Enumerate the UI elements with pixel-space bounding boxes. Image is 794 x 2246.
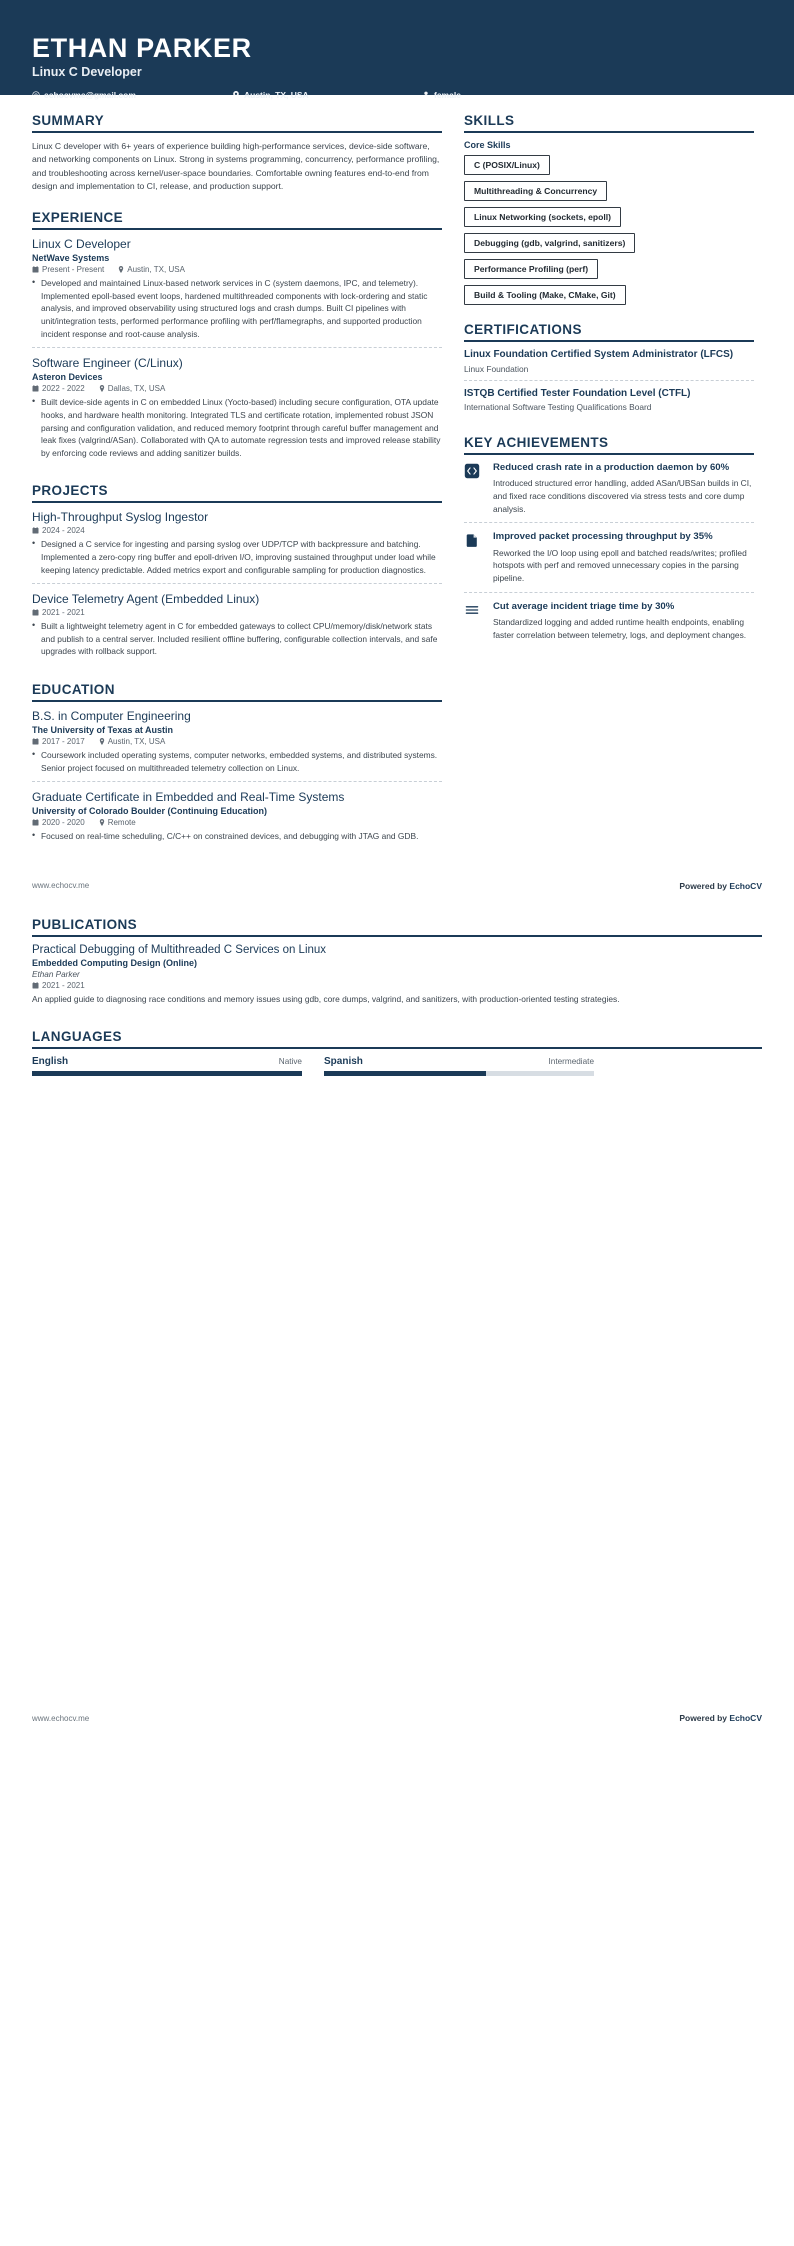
bullet-item: • Designed a C service for ingesting and parsing syslog over UDP/TCP with backpressure and batching. Implemented a zero-copy ring buffer and epoll-driven I/O, improving sustained throughput under load while keeping latency predictable. Added metrics export and configurable sampling for production diagnostics. — [32, 538, 442, 576]
achievement-body — [493, 531, 754, 584]
candidate-name: ETHAN PARKER — [32, 33, 252, 63]
experience-meta — [32, 265, 442, 274]
section-languages — [32, 1029, 762, 1076]
project-title: Device Telemetry Agent (Embedded Linux) — [32, 592, 260, 607]
entry-location — [99, 737, 166, 746]
section-heading-skills: SKILLS — [464, 113, 515, 128]
section-publications — [32, 917, 762, 1013]
calendar-icon — [32, 385, 39, 392]
experience-title: Software Engineer (C/Linux) — [32, 356, 183, 371]
project-bullets — [32, 620, 442, 658]
language-name: Spanish — [324, 1056, 363, 1068]
calendar-icon — [32, 527, 39, 534]
calendar-icon — [32, 982, 39, 989]
skill-chip: Build & Tooling (Make, CMake, Git) — [464, 285, 626, 305]
section-heading-projects: PROJECTS — [32, 483, 108, 499]
project-bullets — [32, 538, 442, 576]
date-range-text: 2020 - 2020 — [42, 818, 85, 828]
publication-meta — [32, 981, 762, 990]
section-divider — [32, 935, 762, 937]
certification-issuer: International Software Testing Qualifications Board — [464, 402, 652, 412]
bullet-item: • Focused on real-time scheduling, C/C++ on constrained devices, and debugging with JTAG and GDB. — [32, 830, 442, 843]
section-certifications — [464, 322, 754, 418]
certification-item — [464, 349, 754, 380]
project-title: High-Throughput Syslog Ingestor — [32, 510, 209, 525]
achievement-description: Reworked the I/O loop using epoll and batched reads/writes; profiled hotspots with perf and removed unnecessary copies in the parsing pipeline. — [493, 547, 747, 583]
skill-chip: Linux Networking (sockets, epoll) — [464, 207, 621, 227]
footer-powered-by — [679, 881, 762, 891]
date-range — [32, 818, 85, 827]
language-name: English — [32, 1056, 69, 1068]
education-degree: B.S. in Computer Engineering — [32, 709, 191, 723]
education-entry — [32, 709, 442, 781]
footer-website[interactable]: www.echocv.me — [32, 1713, 90, 1723]
section-summary — [32, 113, 442, 193]
education-degree: Graduate Certificate in Embedded and Real-Time Systems — [32, 790, 345, 805]
section-projects — [32, 483, 442, 665]
education-bullets — [32, 749, 442, 774]
achievement-item — [464, 462, 754, 522]
language-level: Intermediate — [548, 1057, 594, 1067]
resume-page-2 — [0, 917, 794, 1077]
section-skills — [464, 113, 754, 305]
section-divider — [32, 228, 442, 230]
publication-publisher: Embedded Computing Design (Online) — [32, 957, 197, 968]
entry-location — [118, 265, 185, 274]
page-footer — [0, 881, 794, 891]
date-range — [32, 737, 85, 746]
section-divider — [464, 131, 754, 133]
education-entry — [32, 781, 442, 850]
education-meta — [32, 818, 442, 827]
clipboard-icon — [464, 531, 483, 584]
experience-entry — [32, 237, 442, 347]
achievement-body — [493, 601, 754, 642]
education-bullets — [32, 830, 442, 843]
contact-gender — [422, 90, 461, 100]
date-range — [32, 265, 104, 274]
entry-location — [99, 384, 166, 393]
section-heading-key-achievements: KEY ACHIEVEMENTS — [464, 435, 609, 450]
footer-brand-name: EchoCV — [729, 880, 762, 891]
date-range-text: 2021 - 2021 — [42, 608, 85, 618]
section-heading-summary: SUMMARY — [32, 113, 105, 128]
footer-powered-by-prefix: Powered by — [679, 880, 730, 891]
side-column — [464, 113, 754, 665]
skills-chip-list — [464, 155, 754, 305]
main-column — [32, 113, 442, 867]
language-level: Native — [278, 1057, 302, 1067]
experience-entry — [32, 347, 442, 466]
education-meta — [32, 737, 442, 746]
section-divider — [32, 700, 442, 702]
section-education — [32, 682, 442, 850]
experience-org: NetWave Systems — [32, 253, 110, 264]
footer-powered-by — [679, 1713, 762, 1723]
language-item — [32, 1056, 302, 1076]
certification-issuer: Linux Foundation — [464, 363, 529, 374]
section-heading-certifications: CERTIFICATIONS — [464, 322, 582, 337]
experience-org: Asteron Devices — [32, 372, 103, 383]
date-range — [32, 608, 85, 617]
entry-location-text: Dallas, TX, USA — [107, 384, 166, 394]
section-divider — [32, 1047, 762, 1049]
achievement-body — [493, 462, 754, 515]
section-key-achievements — [464, 435, 754, 648]
experience-bullets — [32, 277, 442, 340]
date-range-text: 2024 - 2024 — [42, 526, 85, 536]
publication-description: An applied guide to diagnosing race conditions and memory issues using gdb, core dumps, valgrind, and sanitizers, with production-oriented testing strategies. — [32, 993, 620, 1004]
language-row — [324, 1056, 594, 1067]
achievement-title: Reduced crash rate in a production daemon by 60% — [493, 462, 730, 473]
section-heading-publications: PUBLICATIONS — [32, 916, 138, 932]
section-heading-languages: LANGUAGES — [32, 1029, 122, 1045]
section-divider — [32, 131, 442, 133]
contact-email-text: echocvme@gmail.com — [44, 90, 136, 101]
experience-title: Linux C Developer — [32, 237, 131, 252]
summary-text: Linux C developer with 6+ years of experience building high-performance services, device-side software, and networking components on Linux. Strong in systems programming, concurrency, performance profiling, and troubleshooting across kernel/user-space boundaries. Comfortable owning features end-to-end from design and implementation to CI, release, and production support. — [32, 141, 440, 191]
language-item — [324, 1056, 594, 1076]
bullet-item: • Developed and maintained Linux-based network services in C (system daemons, IPC, and telemetry). Implemented epoll-based event loops, hardened multithreaded components with lock-ordering and static analysis, and improved observability using structured logs and crash dumps. Built CI pipelines with unit/integration tests, performed performance profiling with perf/flamegraphs, and supported production incident response and root-cause analysis. — [32, 277, 442, 340]
bullet-item: • Built device-side agents in C on embedded Linux (Yocto-based) including secure configuration, OTA update hooks, and hardware health monitoring. Integrated TLS and certificate rotation, implemented robust JSON parsing and configuration validation, and reduced memory footprint through careful buffer management and leak fixes (valgrind/ASan). Collaborated with QA to automate regression tests and improved release stability by enforcing code reviews and adding sanitizer builds. — [32, 396, 442, 459]
project-meta — [32, 526, 442, 535]
education-school: The University of Texas at Austin — [32, 725, 174, 735]
skill-chip: Performance Profiling (perf) — [464, 259, 598, 279]
project-meta — [32, 608, 442, 617]
date-range-text: 2022 - 2022 — [42, 384, 85, 394]
skills-group-label: Core Skills — [464, 140, 511, 150]
entry-location-text: Remote — [107, 818, 136, 828]
experience-bullets — [32, 396, 442, 459]
page-footer-2 — [0, 1713, 794, 1723]
project-entry — [32, 583, 442, 665]
location-pin-icon — [118, 266, 124, 273]
contact-location-text: Austin, TX, USA — [244, 90, 309, 101]
section-experience — [32, 210, 442, 466]
language-list — [32, 1056, 762, 1076]
candidate-job-title: Linux C Developer — [32, 65, 142, 80]
contact-gender-text: female — [434, 90, 461, 101]
language-proficiency-bar — [324, 1071, 594, 1076]
location-pin-icon — [232, 91, 240, 100]
entry-location-text: Austin, TX, USA — [107, 737, 166, 746]
skill-chip: Debugging (gdb, valgrind, sanitizers) — [464, 233, 635, 253]
achievement-title: Improved packet processing throughput by 35% — [493, 531, 713, 543]
footer-powered-by-prefix: Powered by — [679, 1713, 730, 1724]
project-entry — [32, 510, 442, 583]
certification-item — [464, 380, 754, 419]
date-range-text: 2017 - 2017 — [42, 737, 85, 746]
lines-icon — [464, 601, 483, 642]
date-range-text: Present - Present — [42, 265, 105, 275]
skill-chip: Multithreading & Concurrency — [464, 181, 607, 201]
resume-body — [0, 95, 794, 867]
calendar-icon — [32, 819, 39, 826]
language-row — [32, 1056, 302, 1067]
code-brackets-icon — [464, 462, 483, 515]
footer-brand-name: EchoCV — [729, 1713, 762, 1724]
experience-meta — [32, 384, 442, 393]
email-icon — [32, 91, 40, 99]
achievement-item — [464, 592, 754, 649]
bullet-item: • Built a lightweight telemetry agent in C for embedded gateways to collect CPU/memory/disk/network stats and publish to a central server. Included resilient offline buffering, configurable collection intervals, and safe upgrades with rollback support. — [32, 620, 442, 658]
location-pin-icon — [99, 738, 105, 745]
bullet-item: • Coursework included operating systems, computer networks, embedded systems, and distributed systems. Senior project focused on multithreaded telemetry collection on Linux. — [32, 749, 442, 774]
contact-email[interactable] — [32, 90, 232, 100]
resume-header — [0, 0, 794, 101]
calendar-icon — [32, 738, 39, 745]
date-range — [32, 384, 85, 393]
section-divider — [464, 453, 754, 455]
achievement-title: Cut average incident triage time by 30% — [493, 600, 675, 612]
contact-location — [232, 90, 422, 100]
section-divider — [464, 340, 754, 342]
section-heading-education: EDUCATION — [32, 682, 115, 697]
date-range-text: 2021 - 2021 — [42, 980, 85, 990]
entry-location — [99, 818, 136, 827]
section-divider — [32, 501, 442, 503]
calendar-icon — [32, 609, 39, 616]
date-range — [32, 526, 85, 535]
certification-name: ISTQB Certified Tester Foundation Level (CTFL) — [464, 387, 691, 399]
footer-website[interactable]: www.echocv.me — [32, 881, 90, 891]
language-proficiency-fill — [32, 1071, 302, 1076]
entry-location-text: Austin, TX, USA — [127, 265, 185, 275]
calendar-icon — [32, 266, 39, 273]
education-school: University of Colorado Boulder (Continuing Education) — [32, 806, 267, 817]
location-pin-icon — [99, 819, 105, 826]
location-pin-icon — [99, 385, 105, 392]
achievement-description: Introduced structured error handling, added ASan/UBSan builds in CI, and fixed race conditions discovered via stress tests and core dump analysis. — [493, 478, 752, 514]
publication-title: Practical Debugging of Multithreaded C Services on Linux — [32, 943, 327, 956]
language-proficiency-fill — [324, 1071, 486, 1076]
section-heading-experience: EXPERIENCE — [32, 210, 124, 226]
language-proficiency-bar — [32, 1071, 302, 1076]
publication-author: Ethan Parker — [32, 969, 80, 979]
achievement-item — [464, 522, 754, 591]
achievement-description: Standardized logging and added runtime health endpoints, enabling faster correlation between telemetry, logs, and deployment changes. — [493, 617, 747, 640]
publication-item — [32, 944, 762, 1013]
certification-name: Linux Foundation Certified System Administrator (LFCS) — [464, 349, 734, 360]
date-range — [32, 981, 85, 990]
person-icon — [422, 91, 430, 100]
skill-chip: C (POSIX/Linux) — [464, 155, 550, 175]
